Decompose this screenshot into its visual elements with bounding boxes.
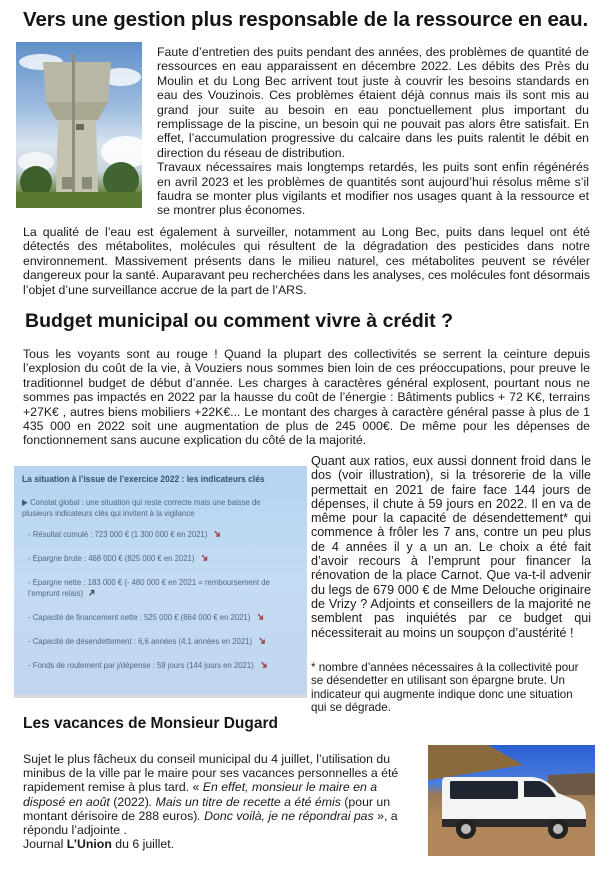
arrow-down-icon: ➜ bbox=[197, 550, 212, 566]
indicator-text: - Fonds de roulement par j/dépense : 59 jours (144 jours en 2021) bbox=[28, 660, 254, 670]
indicator-row bbox=[28, 526, 272, 542]
water-tower-icon bbox=[16, 42, 142, 208]
budget-indicators-infographic bbox=[14, 466, 307, 698]
indicator-row bbox=[28, 657, 272, 673]
section-title-water: Vers une gestion plus responsable de la ressource en eau. bbox=[23, 8, 589, 31]
budget-paragraph-2: Quant aux ratios, eux aussi donnent froid dans le dos (voir illustration), si la trésorerie de la ville permettait en 2021 de faire face 144 jours de dépenses, il chute à 59 jours en 2022. Il en va de même pour la capacité de désendettement* qui commence à frôler les 7 ans, contre un peu plus de 4 années il y a un an. Le choix a été fait d’avoir recours à l’emprunt pour financer la rénovation de la place Carnot. Que va-t-il advenir du legs de 679 000 € de Mme Delouche originaire de Vrizy ? Adjoints et conseillers de la majorité ne semblent pas inquiétés par ce budget qui nécessiterait au moins un soupçon d’austérité ! bbox=[311, 454, 591, 640]
indicator-row bbox=[28, 550, 272, 566]
source-suffix: du 6 juillet. bbox=[111, 837, 175, 852]
infographic-intro bbox=[22, 497, 271, 519]
source-name: L’Union bbox=[66, 837, 112, 852]
water-paragraph-1 bbox=[157, 45, 589, 218]
vacation-paragraph bbox=[23, 752, 408, 851]
minibus-image bbox=[428, 745, 595, 856]
water-text-1b: Travaux nécessaires mais longtemps retardés, les puits sont enfin régénérés en avril 2023 et les problèmes de quantités sont aujourd’hui résolus même s’il faudra se monter plus vigilants et modifier nos usages quant à la ressource et se montrer plus économes. bbox=[157, 160, 589, 218]
indicator-text: - Capacité de financement nette : 525 000 € (864 000 € en 2021) bbox=[28, 612, 251, 622]
indicator-text: - Résultat cumulé : 723 000 € (1 300 000 € en 2021) bbox=[28, 529, 208, 539]
infographic-title: La situation à l’issue de l’exercice 2022 : les indicateurs clés bbox=[22, 474, 265, 485]
budget-footnote: * nombre d’années nécessaires à la collectivité pour se désendetter en utilisant son épargne brute. Un indicateur qui augmente indique donc une situation qui se dégrade. bbox=[311, 661, 579, 715]
indicator-row bbox=[28, 577, 272, 599]
quote-year: (2022) bbox=[109, 794, 149, 809]
vacation-text: Sujet le plus fâcheux du conseil municipal du 4 juillet, l’utilisation du minibus de la ville par le maire pour ses vacances personnelles a été rapidement remise à plus tard. « bbox=[23, 752, 399, 795]
section-title-vacation: Les vacances de Monsieur Dugard bbox=[23, 715, 278, 732]
infographic-intro-text: Constat global : une situation qui reste correcte mais une baisse de plusieurs indicateurs clés qui invitent à la vigilance bbox=[22, 497, 261, 518]
arrow-down-icon: ➜ bbox=[253, 609, 267, 625]
indicator-text: - Epargne brute : 468 000 € (825 000 € en 2021) bbox=[28, 553, 195, 563]
quote-part: . Mais un titre de recette a été émis bbox=[148, 794, 341, 809]
arrow-down-icon: ➜ bbox=[256, 657, 271, 673]
budget-paragraph-1: Tous les voyants sont au rouge ! Quand la plupart des collectivités se serrent la ceinture depuis l’explosion du coût de la vie, à Vouziers nous sommes bien loin de ces préoccupations, pour preuve le traditionnel budget de début d’année. Les charges à caractères général explosent, pourtant nous ne sommes pas impactés en 2022 par la hausse du coût de l’énergie : Bâtiments publics + 72 K€, terrains +27K€ , autres biens mobiliers +22K€... Le montant des charges à caractère général passe à plus de 1 435 000 en 2022 soit une augmentation de plus de 245 000€. De même pour les dépenses de fonctionnement sans aucune explication du côté de la majorité. bbox=[23, 347, 590, 448]
water-paragraph-2: La qualité de l’eau est également à surveiller, notamment au Long Bec, puits dans lequel ont été détectés des métabolites, molécules qui résultent de la dégradation des pesticides dans notre environnement. Massivement présents dans le milieu naturel, ces métabolites peuvent se révéler dangereux pour la santé. Auparavant peu recherchées dans les analyses, ces molécules font désormais l’objet d’une surveillance accrue de la part de l’ARS. bbox=[23, 225, 590, 297]
minibus-icon bbox=[428, 745, 595, 856]
arrow-down-icon: ➜ bbox=[255, 633, 269, 649]
quote-paren: (pour un montant dérisoire de 288 euros) bbox=[23, 794, 391, 823]
water-text-1: Faute d’entretien des puits pendant des années, des problèmes de quantité de ressources en eau apparaissent en décembre 2022. Les débits des Près du Moulin et du Long Bec arrivent tout juste à couvrir les besoins standards en eau des Vouzinois. Ces problèmes étaient déjà connus mais ils sont mis au grand jour suite au besoin en eau ponctuellement plus important du remplissage de la piscine, un besoin qui ne pouvait pas alors être satisfait. En effet, l’accumulation progressive du calcaire dans les puits ralentit le débit en direction du réseau de distribution. bbox=[157, 45, 589, 160]
section-title-budget: Budget municipal ou comment vivre à crédit ? bbox=[25, 310, 454, 332]
indicator-text: - Capacité de désendettement : 6,6 années (4,1 années en 2021) bbox=[28, 636, 253, 646]
indicator-row bbox=[28, 633, 272, 649]
vacation-text-end: », a répondu l’adjointe . bbox=[23, 808, 398, 838]
arrow-down-icon: ➜ bbox=[210, 526, 224, 542]
quote-part: En effet, monsieur le maire en a disposé en août bbox=[23, 780, 378, 809]
source-prefix: Journal bbox=[23, 837, 67, 852]
indicator-text: - Epargne nette : 183 000 € (- 480 000 € en 2021 = remboursement de l’emprunt relais) bbox=[28, 577, 270, 598]
indicator-row bbox=[28, 609, 272, 625]
quote-part: . Donc voilà, je ne répondrai pas bbox=[197, 808, 374, 823]
play-triangle-icon: ▶ bbox=[22, 497, 31, 507]
arrow-up-icon: ➜ bbox=[85, 585, 100, 601]
water-tower-image bbox=[16, 42, 142, 208]
